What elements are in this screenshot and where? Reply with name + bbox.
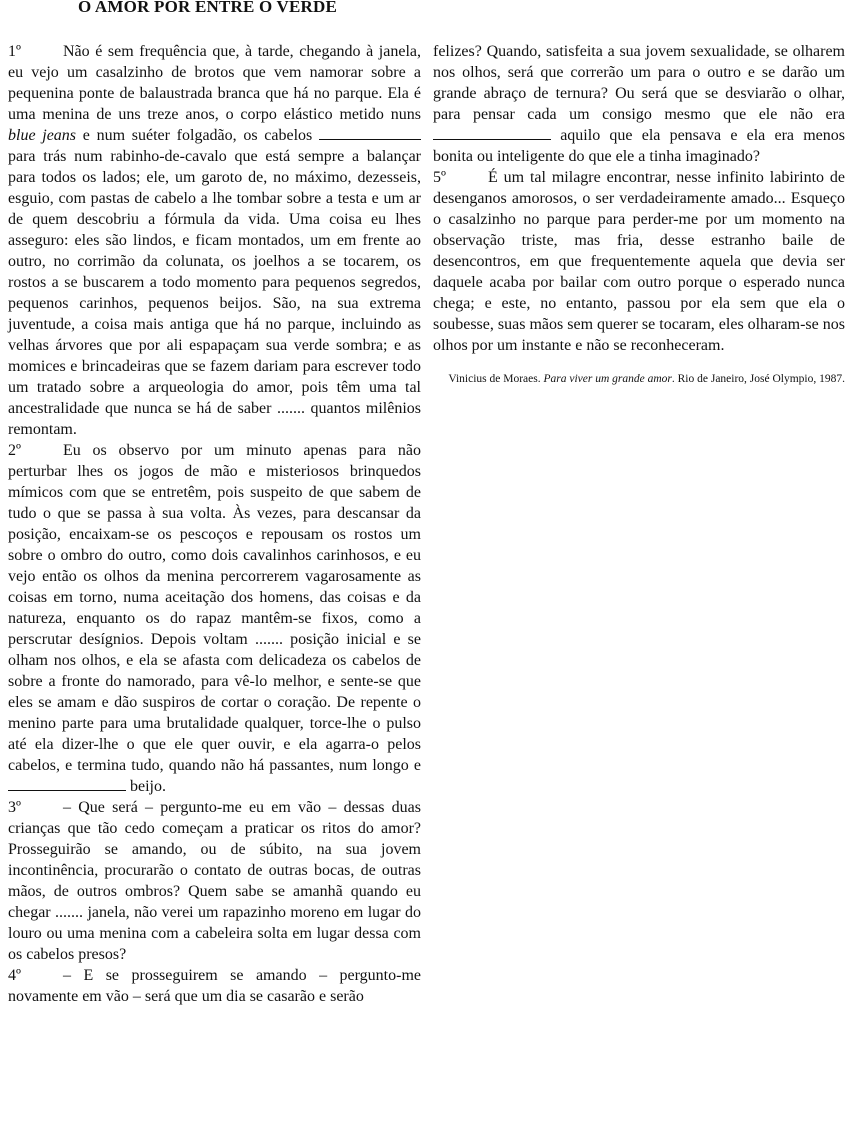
column-left (8, 41, 421, 1007)
text-segment: aquilo que ela pensava e ela era menos bonita ou inteligente do que ele a tinha imaginado? (433, 127, 845, 165)
text-segment: Eu os observo por um minuto apenas para não perturbar lhes os jogos de mão e misteriosos brinquedos mímicos com que se entretêm, pois suspeito de que sabem de tudo o que se passa à sua volta. Às vezes, para descansar da posição, encaixam-se os pescoços e repousam os rostos um sobre o ombro do outro, como dois cavalinhos carinhosos, e eu vejo então os olhos da menina percorrerem vagarosamente as coisas em torno, numa aceitação dos homens, das coisas e da natureza, enquanto os do rapaz mantêm-se fixos, como a perscrutar desígnios. Depois voltam ....... posição inicial e se olham nos olhos, e ela se afasta com delicadeza os cabelos de sobre a fronte do namorado, para vê-lo melhor, e sente-se que eles se amam e dão suspiros de cortar o coração. De repente o menino parte para uma brutalidade qualquer, torce-lhe o pulso até ela dizer-lhe o que ele quer ouvir, e ela agarra-o pelos cabelos, e termina tudo, quando não há passantes, num longo e (8, 442, 421, 774)
paragraph-number: 2º (8, 442, 21, 459)
text-segment: – E se prosseguirem se amando – pergunto-me novamente em vão – será que um dia se casarão e serão (8, 967, 421, 1005)
fill-in-blank (8, 776, 126, 791)
paragraph-number: 3º (8, 799, 21, 816)
fill-in-blank (319, 125, 421, 140)
paragraph-number: 1º (8, 43, 21, 60)
text-segment: e num suéter folgadão, os cabelos (76, 127, 319, 144)
page-title: O AMOR POR ENTRE O VERDE (78, 0, 338, 16)
paragraph-3 (8, 797, 421, 965)
citation-work: Para viver um grande amor (543, 373, 672, 385)
column-right (433, 41, 845, 390)
paragraph-2 (8, 440, 421, 797)
paragraph-number: 5º (433, 169, 446, 186)
text-segment-italic: blue jeans (8, 127, 77, 144)
text-segment: beijo. (126, 778, 166, 795)
paragraph-1 (8, 41, 421, 440)
text-segment: É um tal milagre encontrar, nesse infinito labirinto de desenganos amorosos, o ser verdadeiramente amado... Esqueço o casalzinho no parque para perder-me por um momento na observação triste, mas fria, desse estranho baile de desencontros, em que frequentemente aquela que devia ser daquele acaba por bailar com outro porque o esperado nunca chega; e este, no entanto, passou por ela sem que ela o soubesse, suas mãos sem querer se tocaram, eles olharam-se nos olhos por um instante e não se reconheceram. (433, 169, 845, 354)
citation-publisher: . Rio de Janeiro, José Olympio, 1987. (671, 373, 845, 385)
fill-in-blank (433, 125, 551, 140)
paragraph-number: 4º (8, 967, 21, 984)
text-segment: para trás num rabinho-de-cavalo que está sempre a balançar para todos os lados; ele, um garoto de, no máximo, dezesseis, esguio, com pastas de cabelo a lhe tombar sobre a testa e um ar de quem descobriu a fórmula da vida. Uma coisa eu lhes asseguro: eles são lindos, e ficam montados, um em frente ao outro, no corrimão da colunata, os joelhos a se tocarem, os rostos a se buscarem a todo momento para pequenos segredos, pequenos carinhos, pequenos beijos. São, na sua extrema juventude, a coisa mais antiga que há no parque, incluindo as velhas árvores que por ali espapaçam sua verde sombra; e as momices e brincadeiras que se fazem dariam para escrever todo um tratado sobre a arqueologia do amor, pois têm uma tal ancestralidade que nunca se há de saber ....... quantos milênios remontam. (8, 148, 421, 438)
paragraph-5 (433, 167, 845, 356)
text-segment: – Que será – pergunto-me eu em vão – dessas duas crianças que tão cedo começam a praticar os ritos do amor? Prosseguirão se amando, ou de súbito, na sua jovem incontinência, procurarão o contato de outras bocas, de outras mãos, de outros ombros? Quem sabe se amanhã quando eu chegar ....... janela, não verei um rapazinho moreno em lugar do louro ou uma menina com a cabeleira solta em lugar dessa com os cabelos presos? (8, 799, 421, 963)
paragraph-4-start (8, 965, 421, 1007)
text-segment: felizes? Quando, satisfeita a sua jovem sexualidade, se olharem nos olhos, será que correrão um para o outro e se darão um grande abraço de ternura? Ou será que se desviarão o olhar, para pensar cada um consigo mesmo que ele não era (433, 43, 845, 123)
citation-author: Vinicius de Moraes. (448, 373, 541, 385)
paragraph-4-continued (433, 41, 845, 167)
text-segment: Não é sem frequência que, à tarde, chegando à janela, eu vejo um casalzinho de brotos que vem namorar sobre a pequenina ponte de balaustrada branca que há no parque. Ela é uma menina de uns treze anos, o corpo elástico metido nuns (8, 43, 421, 123)
source-citation (433, 368, 845, 390)
